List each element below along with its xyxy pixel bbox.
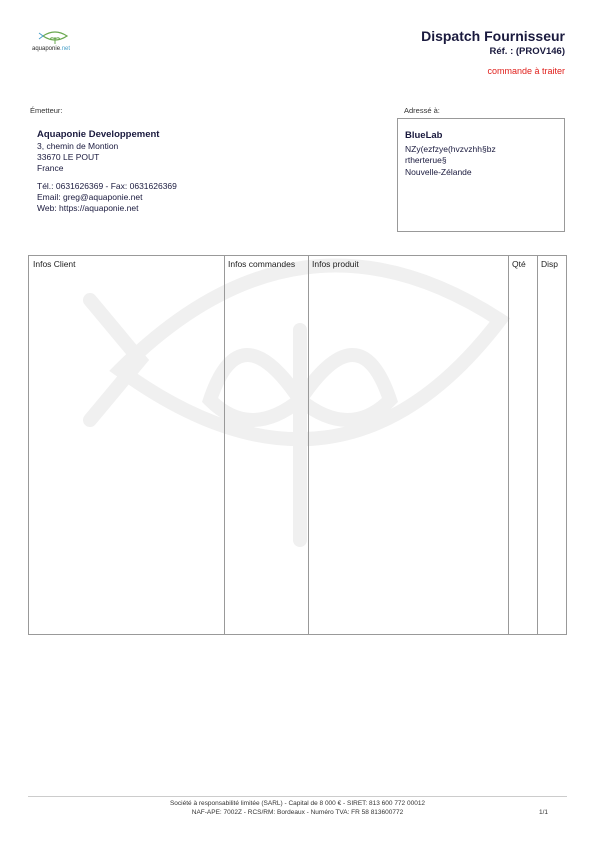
column-infos-client bbox=[29, 256, 225, 634]
recipient-line3: Nouvelle-Zélande bbox=[405, 166, 472, 177]
recipient-line1: NZy(ezfzye(hvzvzhh§bz bbox=[405, 143, 496, 154]
sender-address-line1: 3, chemin de Montion bbox=[37, 141, 119, 151]
sender-block bbox=[37, 129, 177, 214]
sender-web: Web: https://aquaponie.net bbox=[37, 203, 139, 213]
items-table bbox=[28, 255, 567, 635]
column-infos-produit bbox=[308, 256, 509, 634]
sender-address-line2: 33670 LE POUT bbox=[37, 152, 100, 162]
recipient-name: BlueLab bbox=[405, 130, 443, 141]
recipient-box bbox=[397, 118, 565, 232]
sender-name: Aquaponie Developpement bbox=[37, 129, 160, 140]
recipient-line2: rtherterue§ bbox=[405, 155, 447, 165]
logo-text-main: aquaponie bbox=[32, 46, 61, 52]
logo-text-accent: .net bbox=[60, 46, 71, 52]
sender-label: Émetteur: bbox=[30, 106, 63, 115]
column-header: Infos Client bbox=[33, 259, 76, 269]
column-header: Infos commandes bbox=[228, 259, 296, 269]
column-infos-commandes bbox=[224, 256, 309, 634]
recipient-label: Adressé à: bbox=[404, 106, 440, 115]
footer-legal-line1: Société à responsabilité limitée (SARL) - Capital de 8 000 € - SIRET: 813 600 772 00012 bbox=[169, 800, 426, 807]
page-number: 1/1 bbox=[539, 809, 549, 816]
logo-text bbox=[32, 46, 70, 52]
column-header: Qté bbox=[512, 259, 526, 269]
document-reference: Réf. : (PROV146) bbox=[489, 46, 565, 57]
sender-phone-fax: Tél.: 0631626369 - Fax: 0631626369 bbox=[37, 181, 177, 191]
order-status: commande à traiter bbox=[487, 66, 565, 76]
column-header: Infos produit bbox=[312, 259, 359, 269]
column-disp bbox=[537, 256, 566, 634]
column-qte bbox=[508, 256, 538, 634]
sender-email: Email: greg@aquaponie.net bbox=[37, 192, 143, 202]
footer-divider bbox=[28, 796, 567, 797]
column-header: Disp bbox=[541, 259, 559, 269]
footer-legal-line2: NAF-APE: 7002Z - RCS/RM: Bordeaux - Numéro TVA: FR 58 813600772 bbox=[191, 809, 404, 816]
sender-country: France bbox=[37, 163, 64, 173]
document-title: Dispatch Fournisseur bbox=[421, 28, 565, 44]
